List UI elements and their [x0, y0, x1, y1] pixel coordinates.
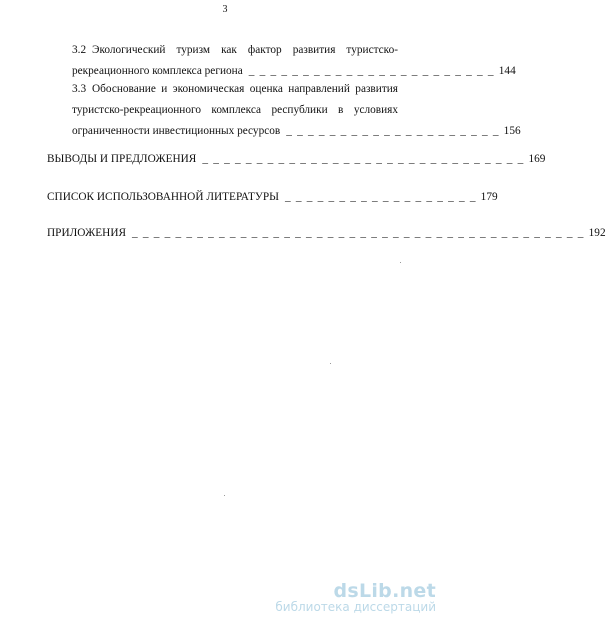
toc-page-number: 192: [588, 227, 606, 239]
page-number: 3: [222, 4, 228, 15]
toc-page-number: 169: [528, 153, 546, 165]
toc-entry-title: ВЫВОДЫ И ПРЕДЛОЖЕНИЯ: [47, 153, 197, 165]
toc-entry-title: ПРИЛОЖЕНИЯ: [47, 227, 127, 239]
toc-leader-dots: _ _ _ _ _ _ _ _ _ _ _ _ _ _ _ _ _ _ _ _ _ _ _ _ _ _ _ _ _ _ _ _ _ _ _ _ _ _ _ _ _ _: [132, 227, 585, 239]
toc-entry-title-line: Экологический туризм как фактор развития туристско-: [92, 44, 398, 56]
toc-entry-title-tail: ограниченности инвестиционных ресурсов: [72, 125, 281, 137]
toc-entry-last-line: [72, 62, 516, 81]
watermark-subtitle: библиотека диссертаций: [275, 600, 436, 614]
toc-entry-number: 3.3: [72, 83, 87, 95]
toc-entry-3-2[interactable]: [47, 41, 516, 81]
toc-page-number: 144: [498, 65, 516, 77]
toc-entry-title-line-2: [72, 101, 398, 120]
scan-speck: [330, 363, 331, 364]
toc-entry-line: [47, 188, 498, 207]
toc-entry-last-line: [72, 122, 521, 141]
scan-speck: [400, 262, 401, 263]
toc-entry-title-line-2-text: туристско-рекреационного комплекса республики в условиях: [72, 104, 398, 116]
toc-leader-dots: _ _ _ _ _ _ _ _ _ _ _ _ _ _ _ _ _ _ _ _ _ _ _ _ _ _ _ _ _ _: [202, 153, 525, 165]
toc-entry-number: 3.2: [72, 44, 87, 56]
scan-speck: [224, 495, 225, 496]
toc-entry-bibliography[interactable]: [47, 188, 498, 208]
toc-leader-dots: _ _ _ _ _ _ _ _ _ _ _ _ _ _ _ _ _ _ _ _ _ _ _: [248, 65, 495, 77]
toc-page-number: 179: [480, 191, 498, 203]
watermark-logo: dsLib.net: [333, 580, 436, 602]
watermark: [275, 580, 436, 614]
toc-entry-conclusions[interactable]: [47, 150, 546, 170]
toc-entry-3-3[interactable]: [47, 80, 521, 140]
toc-entry-title-tail: рекреационного комплекса региона: [72, 65, 243, 77]
toc-entry-appendices[interactable]: [47, 224, 606, 244]
toc-leader-dots: _ _ _ _ _ _ _ _ _ _ _ _ _ _ _ _ _ _ _ _: [286, 125, 500, 137]
toc-page-number: 156: [503, 125, 521, 137]
toc-entry-title-line: Обоснование и экономическая оценка направлений развития: [92, 83, 398, 95]
toc-entry-line: [47, 150, 546, 169]
toc-leader-dots: _ _ _ _ _ _ _ _ _ _ _ _ _ _ _ _ _ _: [284, 191, 477, 203]
toc-entry-title: СПИСОК ИСПОЛЬЗОВАННОЙ ЛИТЕРАТУРЫ: [47, 191, 279, 203]
toc-entry-line: [47, 224, 606, 243]
